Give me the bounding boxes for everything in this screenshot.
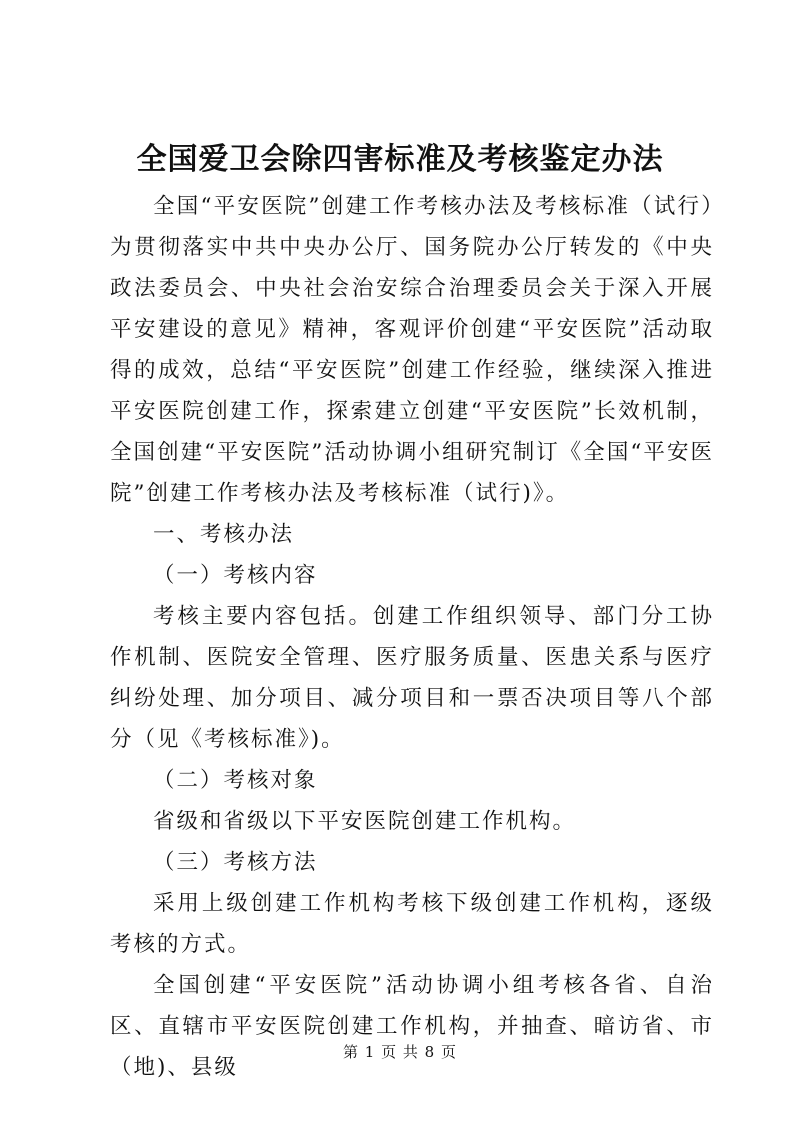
paragraph-target: 省级和省级以下平安医院创建工作机构。: [153, 809, 577, 834]
page-number-footer: 第 1 页 共 8 页: [343, 1043, 457, 1061]
subsection-heading-method: （三）考核方法: [153, 850, 318, 875]
paragraph-intro: 全国“平安医院”创建工作考核办法及考核标准（试行）为贯彻落实中共中央办公厅、国务院办公厅转发的《中央政法委员会、中央社会治安综合治理委员会关于深入开展平安建设的意见》精神，客观评价创建“平安医院”活动取得的成效，总结“平安医院”创建工作经验，继续深入推进平安医院创建工作，探索建立创建“平安医院”长效机制，全国创建“平安医院”活动协调小组研究制订《全国“平安医院”创建工作考核办法及考核标准（试行)》。: [110, 194, 714, 506]
paragraph-method: 采用上级创建工作机构考核下级创建工作机构，逐级考核的方式。: [110, 891, 714, 957]
subsection-heading-target: （二）考核对象: [153, 768, 318, 793]
paragraph-content: 考核主要内容包括。创建工作组织领导、部门分工协作机制、医院安全管理、医疗服务质量、医患关系与医疗纠纷处理、加分项目、减分项目和一票否决项目等八个部分（见《考核标准》)。: [110, 604, 714, 752]
subsection-heading-content: （一）考核内容: [153, 563, 318, 588]
paragraph-national-assessment: 全国创建“平安医院”活动协调小组考核各省、自治区、直辖市平安医院创建工作机构，并抽查、暗访省、市（地)、县级: [110, 973, 714, 1080]
section-heading-assessment-method: 一、考核办法: [153, 522, 295, 547]
document-title: 全国爱卫会除四害标准及考核鉴定办法: [136, 142, 664, 177]
document-body: [110, 186, 714, 1088]
